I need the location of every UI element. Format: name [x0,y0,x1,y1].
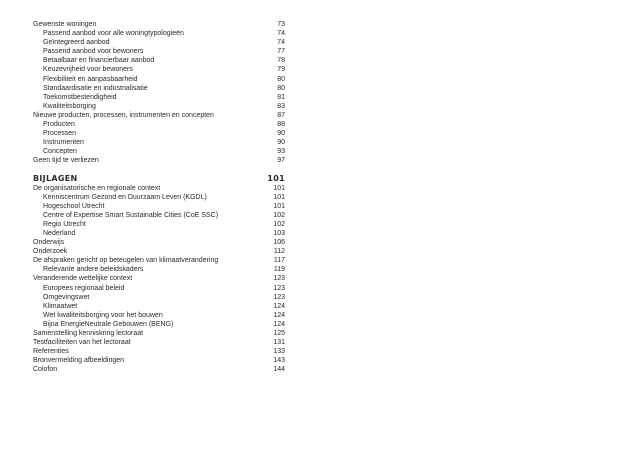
toc-entry-page: 123 [273,275,285,283]
toc-entry-page: 90 [277,130,285,138]
toc-entry[interactable] [33,356,285,365]
toc-entry-label: Standaardisatie en industrialisatie [43,84,148,92]
toc-entry-label: Betaalbaar en financierbaar aanbod [43,57,155,65]
toc-entry-label: Regio Utrecht [43,220,86,228]
toc-entry-label: Geen tijd te verliezen [33,157,99,165]
toc-entry-label: Klimaatwet [43,302,78,310]
toc-entry-page: 90 [277,139,285,147]
toc-entry-page: 112 [273,248,285,256]
toc-entry-page: 131 [273,339,285,347]
toc-subentry[interactable] [33,320,285,329]
toc-entry-label: Passend aanbod voor bewoners [43,48,144,56]
toc-entry-page: 106 [273,239,285,247]
toc-entry-page: 102 [273,211,285,219]
toc-subentry[interactable] [33,84,285,93]
toc-entry-page: 80 [277,84,285,92]
toc-entry-label: Onderzoek [33,248,68,256]
toc-entry-label: Passend aanbod voor alle woningtypologieën [43,30,184,38]
toc-heading-bijlagen[interactable] [33,174,285,184]
toc-subentry[interactable] [33,129,285,138]
toc-entry[interactable] [33,111,285,120]
toc-entry-label: Toekomstbestendigheid [43,93,117,101]
toc-entry[interactable] [33,156,285,165]
toc-entry-page: 124 [273,320,285,328]
toc-entry-label: De organisatorische en regionale context [33,184,161,192]
toc-subentry[interactable] [33,93,285,102]
toc-entry-page: 102 [273,220,285,228]
toc-entry[interactable] [33,247,285,256]
toc-entry-page: 74 [277,39,285,47]
toc-entry-page: 97 [277,157,285,165]
toc-subentry[interactable] [33,284,285,293]
toc-section-main [33,20,285,166]
toc-entry-page: 101 [273,184,285,192]
toc-entry-page: 124 [273,311,285,319]
toc-entry-page: 101 [273,202,285,210]
toc-entry-label: Geïntegreerd aanbod [43,39,110,47]
toc-subentry[interactable] [33,229,285,238]
toc-entry-page: 123 [273,284,285,292]
toc-entry-page: 143 [273,357,285,365]
toc-subentry[interactable] [33,265,285,274]
toc-entry-label: Samenstelling kenniskring lectoraat [33,330,144,337]
toc-section-appendices [33,184,285,375]
table-of-contents [33,20,285,374]
toc-entry-label: Nederland [43,229,76,237]
toc-entry-page: 83 [277,102,285,110]
toc-subentry[interactable] [33,29,285,38]
toc-entry-page: 77 [277,48,285,56]
toc-entry-page: 125 [273,330,285,337]
toc-entry-label: Referenties [33,348,69,356]
toc-entry[interactable] [33,274,285,283]
toc-entry-page: 144 [273,366,285,374]
toc-entry-label: Omgevingswet [43,293,90,301]
toc-subentry[interactable] [33,138,285,147]
toc-subentry[interactable] [33,302,285,311]
toc-subentry[interactable] [33,147,285,156]
toc-entry-page: 78 [277,57,285,65]
toc-entry-label: Relevante andere beleidskaders [43,266,144,274]
toc-subentry[interactable] [33,193,285,202]
toc-entry-label: Processen [43,130,77,138]
toc-entry-page: 123 [273,293,285,301]
toc-entry-label: Veranderende wettelijke context [33,275,133,283]
toc-entry-page: 79 [277,66,285,74]
toc-entry-page: 87 [277,111,285,119]
toc-entry-label: Europees regionaal beleid [43,284,125,292]
toc-entry-page: 101 [273,193,285,201]
toc-entry-page: 103 [273,229,285,237]
toc-subentry[interactable] [33,47,285,56]
toc-subentry[interactable] [33,220,285,229]
toc-entry[interactable] [33,184,285,193]
toc-subentry[interactable] [33,311,285,320]
toc-subentry[interactable] [33,56,285,65]
toc-entry-page: 74 [277,30,285,38]
toc-entry-label: Concepten [43,148,77,156]
toc-entry-label: Producten [43,121,75,129]
toc-heading-page: 101 [267,173,285,183]
toc-subentry[interactable] [33,120,285,129]
toc-entry-page: 81 [277,93,285,101]
toc-entry[interactable] [33,347,285,356]
toc-entry-label: Nieuwe producten, processen, instrumenten en concepten [33,111,214,119]
toc-entry-label: Colofon [33,366,58,374]
toc-entry-page: 133 [273,348,285,356]
toc-entry-label: Centre of Expertise Smart Sustainable Cities (CoE SSC) [43,211,219,219]
toc-entry[interactable] [33,365,285,374]
toc-entry-label: Bronvermelding afbeeldingen [33,357,125,365]
toc-entry-label: Onderwijs [33,239,65,247]
toc-entry-label: Testfaciliteiten van het lectoraat [33,339,131,347]
toc-entry-label: Flexibiliteit en aanpasbaarheid [43,75,138,83]
toc-entry-page: 119 [273,266,285,274]
toc-entry-label: Kwaliteitsborging [43,102,96,110]
toc-entry-page: 88 [277,121,285,129]
toc-entry-page: 73 [277,21,285,28]
toc-heading-label: BIJLAGEN [33,173,78,183]
toc-entry-label: Wet kwaliteitsborging voor het bouwen [43,311,163,319]
toc-subentry[interactable] [33,293,285,302]
toc-subentry[interactable] [33,38,285,47]
toc-subentry[interactable] [33,211,285,220]
toc-entry-page: 93 [277,148,285,156]
toc-entry-label: Keuzevrijheid voor bewoners [43,66,133,74]
toc-subentry[interactable] [33,102,285,111]
toc-entry-label: De afspraken gericht op beteugelen van klimaatverandering [33,257,219,265]
toc-entry-label: Gewenste woningen [33,21,97,28]
toc-entry-page: 117 [273,257,285,265]
toc-entry-label: Instrumenten [43,139,84,147]
toc-entry[interactable] [33,238,285,247]
toc-entry-label: Bijna EnergieNeutrale Gebouwen (BENG) [43,320,174,328]
toc-entry[interactable] [33,256,285,265]
toc-entry-page: 124 [273,302,285,310]
toc-entry[interactable] [33,20,285,29]
toc-entry[interactable] [33,338,285,347]
toc-entry-label: Hogeschool Utrecht [43,202,105,210]
toc-entry[interactable] [33,329,285,338]
toc-subentry[interactable] [33,65,285,74]
toc-subentry[interactable] [33,202,285,211]
section-spacer [33,166,285,174]
toc-subentry[interactable] [33,75,285,84]
toc-entry-label: Kenniscentrum Gezond en Duurzaam Leven (KGDL) [43,193,207,201]
toc-entry-page: 80 [277,75,285,83]
